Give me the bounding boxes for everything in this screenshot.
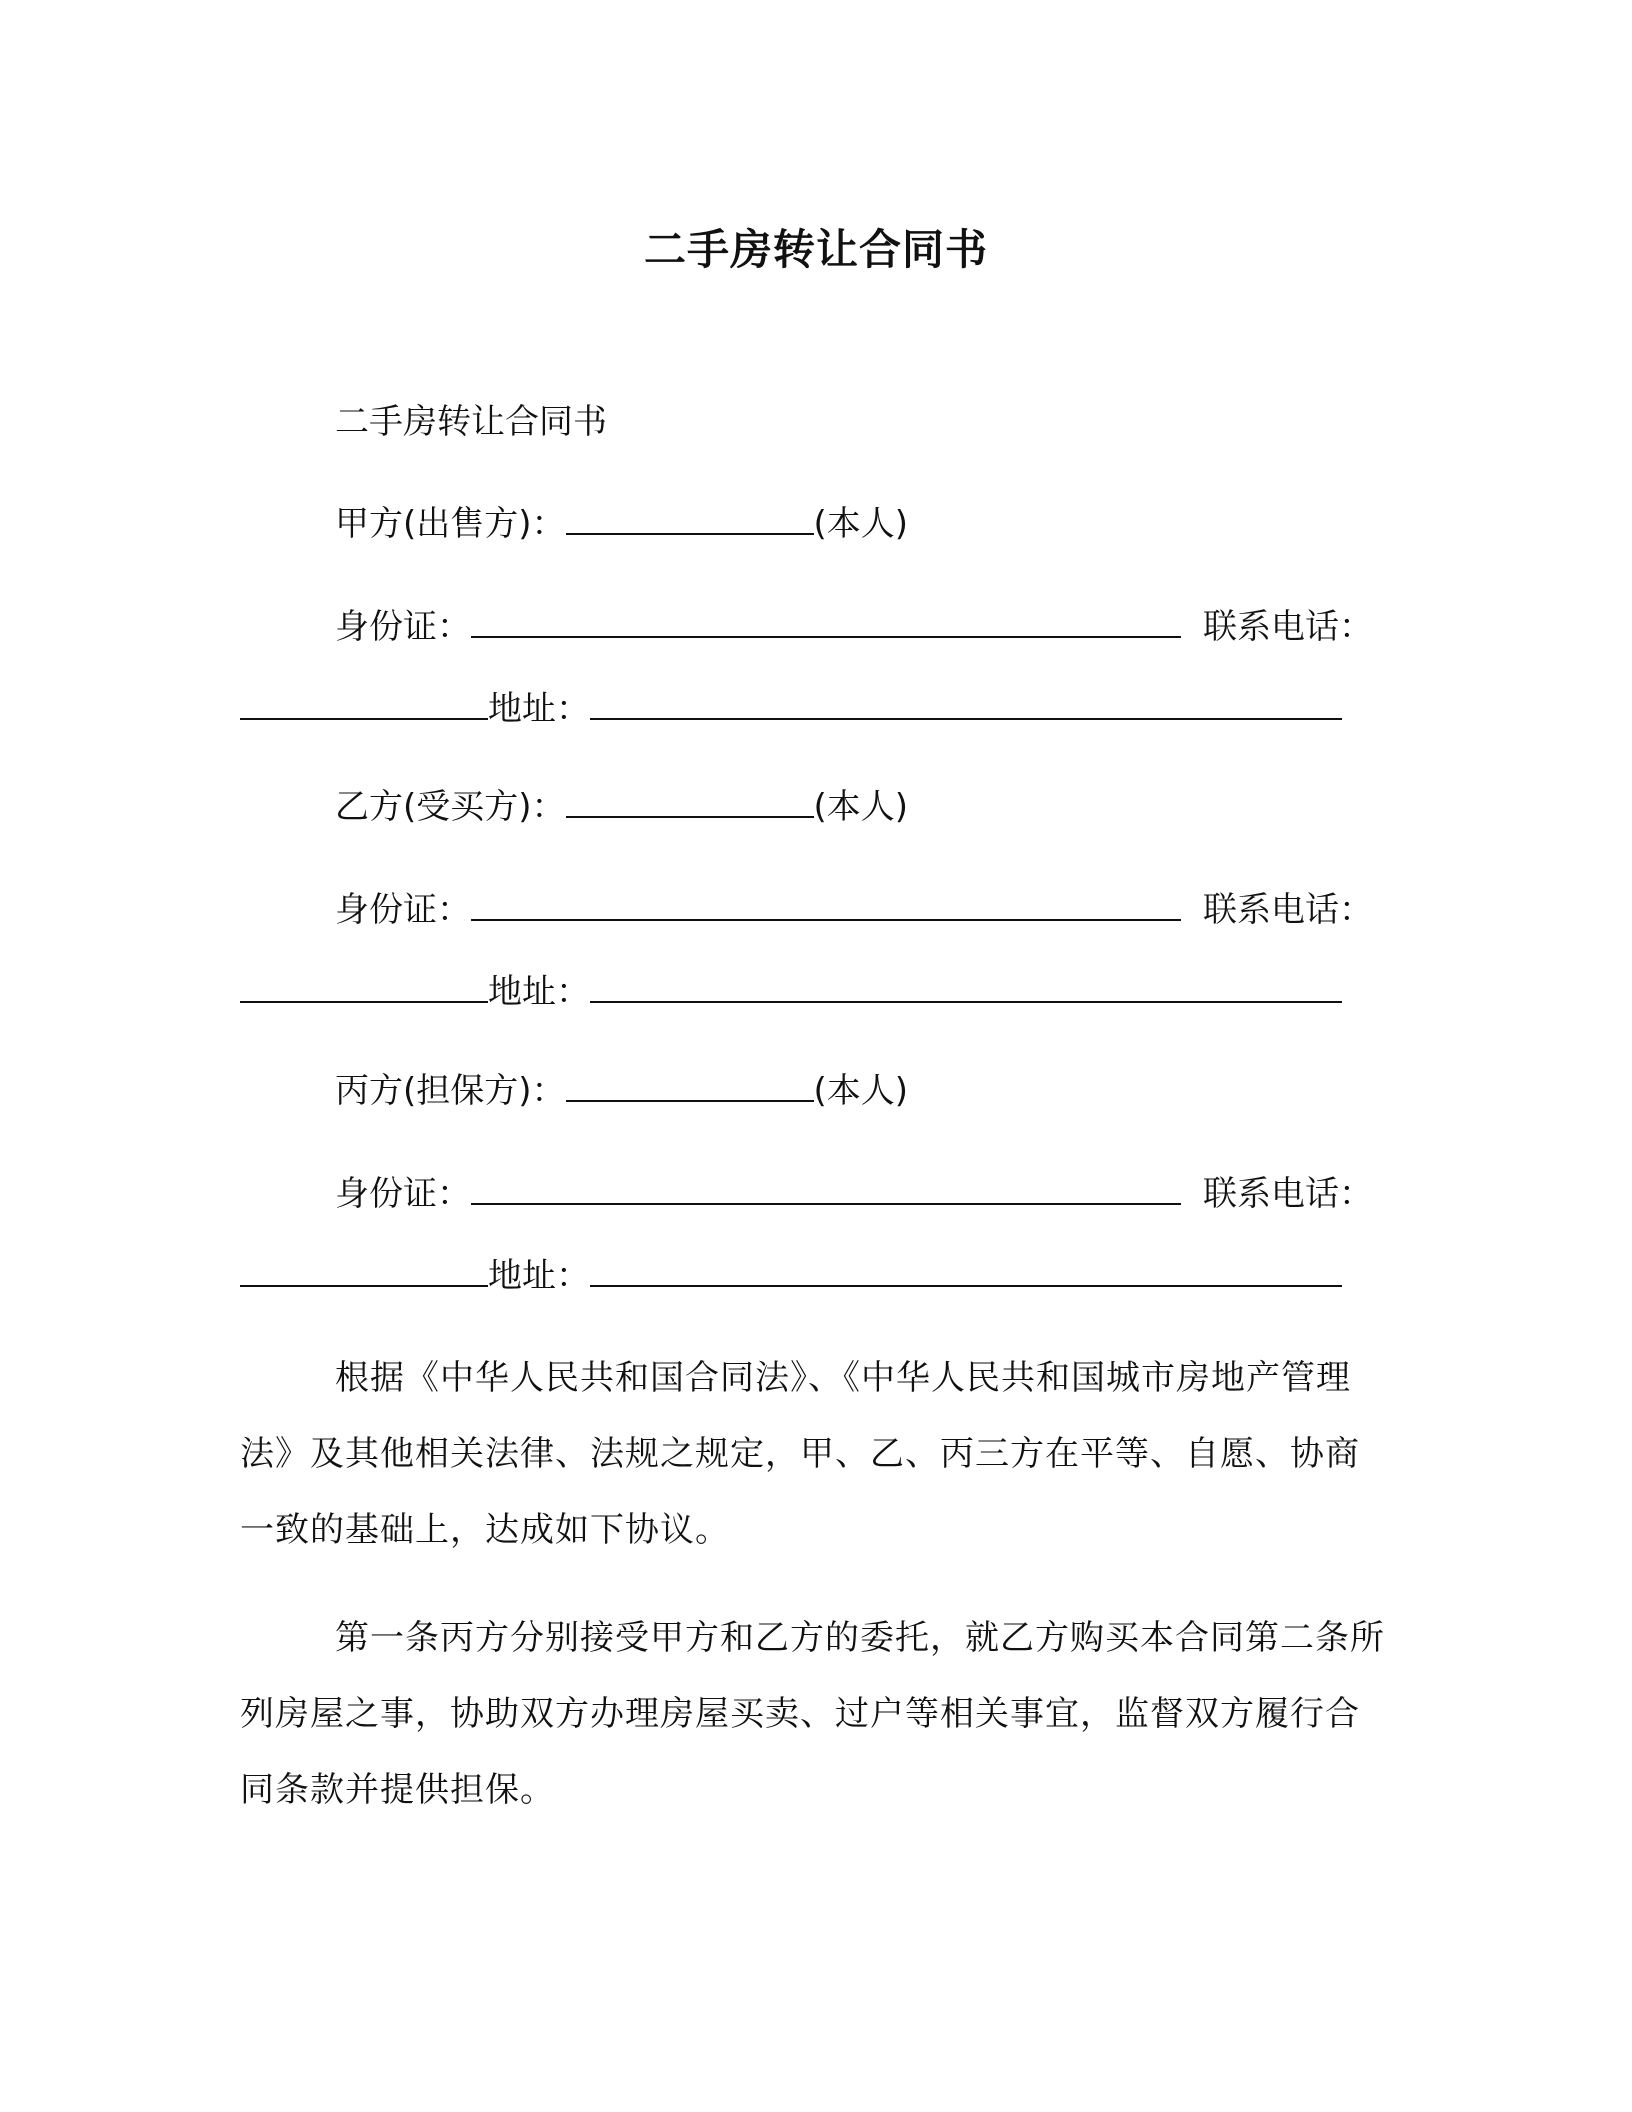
party-a-id-line [335, 603, 1181, 651]
party-b-id-label: 身份证： [335, 890, 471, 930]
party-a-id-blank [471, 608, 1181, 638]
party-b-phone-label: 联系电话： [1203, 890, 1373, 930]
party-c-line [335, 1067, 908, 1115]
party-b-address-line [240, 968, 1342, 1016]
party-b-suffix: (本人) [813, 787, 909, 827]
party-b-id-blank [471, 891, 1181, 921]
party-c-id-line [335, 1170, 1181, 1218]
party-c-name-blank [566, 1072, 814, 1102]
party-b-line [335, 783, 908, 831]
party-c-suffix: (本人) [813, 1071, 909, 1111]
party-c-phone-label: 联系电话： [1203, 1174, 1373, 1214]
party-b-phone-blank [240, 973, 488, 1003]
party-c-label: 丙方(担保方)： [335, 1071, 566, 1111]
party-a-phone-blank [240, 690, 488, 720]
document-subtitle: 二手房转让合同书 [335, 402, 607, 442]
party-c-address-label: 地址： [488, 1256, 590, 1296]
party-b-label: 乙方(受买方)： [335, 787, 566, 827]
party-b-id-line [335, 886, 1181, 934]
article-one-paragraph: 第一条丙方分别接受甲方和乙方的委托，就乙方购买本合同第二条所列房屋之事，协助双方办理房屋买卖、过户等相关事宜，监督双方履行合同条款并提供担保。 [240, 1618, 1385, 1810]
party-a-address-blank [590, 690, 1342, 720]
party-b-name-blank [566, 788, 814, 818]
document-title: 二手房转让合同书 [643, 225, 988, 274]
party-a-id-label: 身份证： [335, 607, 471, 647]
party-c-id-label: 身份证： [335, 1174, 471, 1214]
party-c-phone-blank [240, 1257, 488, 1287]
party-a-label: 甲方(出售方)： [335, 504, 566, 544]
party-c-address-blank [590, 1257, 1342, 1287]
party-a-name-blank [566, 505, 814, 535]
party-b-address-blank [590, 973, 1342, 1003]
party-a-address-line [240, 685, 1342, 733]
party-c-id-blank [471, 1175, 1181, 1205]
party-c-address-line [240, 1252, 1342, 1300]
party-a-phone-label: 联系电话： [1203, 607, 1373, 647]
party-a-address-label: 地址： [488, 689, 590, 729]
party-b-address-label: 地址： [488, 972, 590, 1012]
party-a-line [335, 500, 908, 548]
party-a-suffix: (本人) [813, 504, 909, 544]
preamble-paragraph: 根据《中华人民共和国合同法》、《中华人民共和国城市房地产管理法》及其他相关法律、法规之规定，甲、乙、丙三方在平等、自愿、协商一致的基础上，达成如下协议。 [240, 1358, 1360, 1550]
